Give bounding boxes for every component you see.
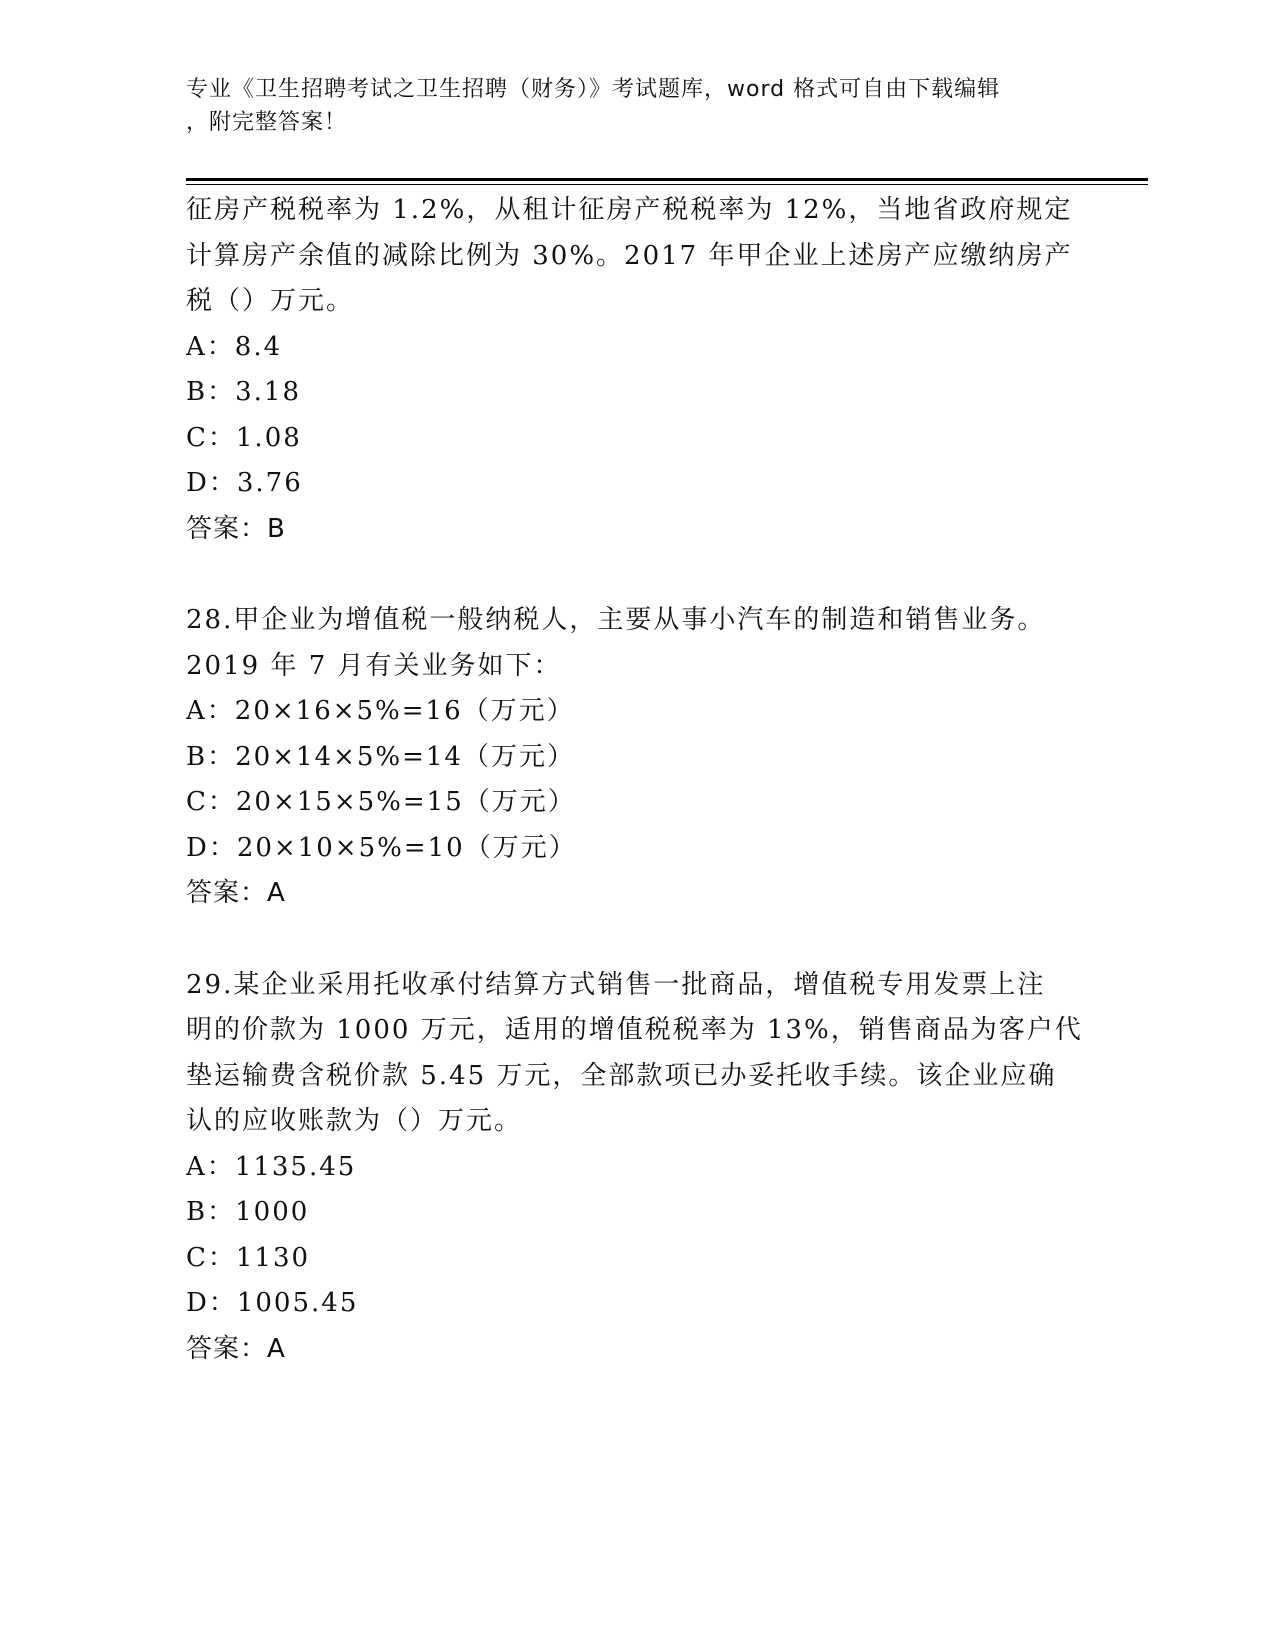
option-b: B：1000 xyxy=(186,1197,310,1227)
question-27 xyxy=(186,188,1073,552)
answer-label: 答案：A xyxy=(186,878,286,908)
option-a: A：20×16×5%=16（万元） xyxy=(186,696,575,726)
option-c: C：1.08 xyxy=(186,422,302,453)
question-text-line: 28.甲企业为增值税一般纳税人，主要从事小汽车的制造和销售业务。 xyxy=(186,605,1046,635)
option-d: D：20×10×5%=10（万元） xyxy=(186,832,577,863)
header-divider-thick xyxy=(186,178,1148,181)
question-29 xyxy=(186,963,1083,1373)
question-text-line: 垫运输费含税价款 5.45 万元，全部款项已办妥托收手续。该企业应确 xyxy=(186,1060,1057,1091)
header-line-2: ，附完整答案！ xyxy=(186,110,348,135)
question-text-line: 明的价款为 1000 万元，适用的增值税税率为 13%，销售商品为客户代 xyxy=(186,1015,1083,1045)
header-divider-thin xyxy=(186,184,1148,185)
option-d: D：1005.45 xyxy=(186,1288,359,1318)
question-text-line: 认的应收账款为（）万元。 xyxy=(186,1106,523,1136)
question-list xyxy=(186,188,1083,1372)
option-c: C：20×15×5%=15（万元） xyxy=(186,787,576,817)
question-spacer xyxy=(186,917,1066,963)
question-text-line: 计算房产余值的减除比例为 30%。2017 年甲企业上述房产应缴纳房产 xyxy=(186,240,1073,271)
answer-label: 答案：A xyxy=(186,1333,286,1364)
page-header xyxy=(186,73,1066,139)
question-text-line: 征房产税税率为 1.2%，从租计征房产税税率为 12%，当地省政府规定 xyxy=(186,195,1073,225)
question-text-line: 2019 年 7 月有关业务如下： xyxy=(186,650,562,681)
answer-label: 答案：B xyxy=(186,513,286,544)
option-b: B：3.18 xyxy=(186,377,301,407)
option-d: D：3.76 xyxy=(186,468,303,498)
option-a: A：1135.45 xyxy=(186,1151,357,1182)
option-c: C：1130 xyxy=(186,1242,311,1273)
header-line-1: 专业《卫生招聘考试之卫生招聘（财务）》考试题库，word 格式可自由下载编辑 xyxy=(186,77,1001,102)
question-spacer xyxy=(186,552,1066,598)
question-text-line: 税（）万元。 xyxy=(186,286,355,316)
option-a: A：8.4 xyxy=(186,331,283,362)
question-28 xyxy=(186,598,1066,917)
option-b: B：20×14×5%=14（万元） xyxy=(186,741,575,772)
question-text-line: 29.某企业采用托收承付结算方式销售一批商品，增值税专用发票上注 xyxy=(186,969,1046,1000)
